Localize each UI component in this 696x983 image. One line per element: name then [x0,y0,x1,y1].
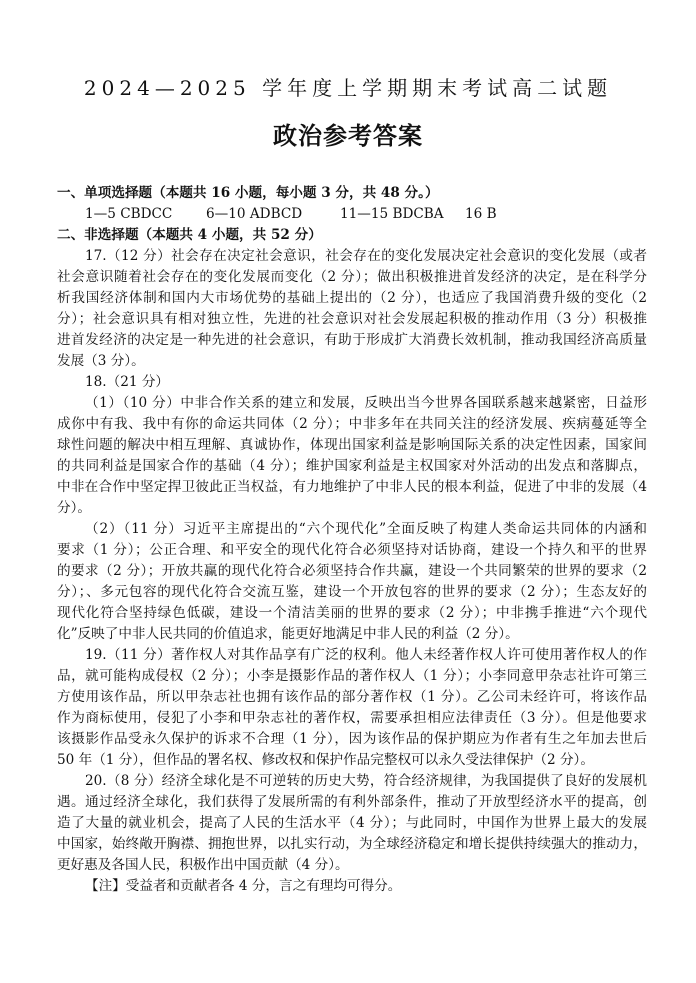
text-line: （2）（11 分）习近平主席提出的“六个现代化”全面反映了构建人类命运共同体的内涵和 [85,521,647,537]
text-line: （1）（10 分）中非合作关系的建立和发展，反映出当今世界各国联系越来越紧密，日益形 [85,395,647,411]
text-line: 发展（3 分）。 [57,353,145,369]
answer-group: 6—10 ADBCD [206,206,303,222]
text-line: 社会意识随着社会存在的变化发展而变化（2 分）；做出积极推进首发经济的决定，是在科学分 [57,269,647,285]
text-line: 要求（1 分）；公正合理、和平安全的现代化符合必须坚持对话协商，建设一个持久和平的世界 [57,542,647,558]
grading-note: 【注】受益者和贡献者各 4 分，言之有理均可得分。 [85,878,402,894]
answer-body [57,183,647,897]
text-line: 遇。通过经济全球化，我们获得了发展所需的有利外部条件，推动了开放型经济水平的提高，创 [57,794,647,810]
multiple-choice-answers [57,204,647,225]
question-18-heading: 18.（21 分） [85,374,170,390]
text-line: 作为商标使用，侵犯了小李和甲杂志社的著作权，需要承担相应法律责任（3 分）。但是他要求 [57,710,647,726]
question-18-part-1-answer [57,393,647,519]
exam-title: 2024—2025 学年度上学期期末考试高二试题 [83,76,613,100]
text-line: 的要求（2 分）；开放共赢的现代化符合必须坚持合作共赢，建设一个共同繁荣的世界的要求（2 [57,563,647,579]
text-line: 19.（11 分）著作权人对其作品享有广泛的权利。他人未经著作权人许可使用著作权人的作 [85,647,647,663]
text-line: 化”反映了中非人民共同的价值追求，能更好地满足中非人民的利益（2 分）。 [57,626,519,642]
text-line: 分）。 [57,500,91,516]
question-20-answer [57,771,647,876]
text-line: 20.（8 分）经济全球化是不可逆转的历史大势，符合经济规律，为我国提供了良好的发展机 [85,773,647,789]
text-line: 50 年（1 分），但作品的署名权、修改权和保护作品完整权可以永久受法律保护（2 分）。 [57,752,594,768]
text-line: 品，就可能构成侵权（2 分）；小李是摄影作品的著作权人（1 分）；小李同意甲杂志社许可第三 [57,668,647,684]
text-line: 分）；社会意识具有相对独立性，先进的社会意识对社会发展起积极的推动作用（3 分）积极推 [57,311,647,327]
answer-group: 16 B [465,206,497,222]
section-heading-multiple-choice: 一、单项选择题（本题共 16 小题，每小题 3 分，共 48 分。） [57,185,439,201]
answer-group: 11—15 BDCBA [340,206,444,222]
text-line: 成你中有我、我中有你的命运共同体（2 分）；中非多年在共同关注的经济发展、疾病蔓延等全 [57,416,647,432]
text-line: 进首发经济的决定是一种先进的社会意识，有助于形成扩大消费长效机制，推动我国经济高质量 [57,332,647,348]
text-line: 该摄影作品受永久保护的诉求不合理（1 分），因为该作品的保护期应为作者有生之年加去世后 [57,731,647,747]
text-line: 分）；、多元包容的现代化符合交流互鉴，建设一个开放包容的世界的要求（2 分）；生态友好的 [57,584,647,600]
question-18-part-2-answer [57,519,647,645]
text-line: 中非在合作中坚定捍卫彼此正当权益，有力地维护了中非人民的根本利益，促进了中非的发展（4 [57,479,647,495]
text-line: 造了大量的就业机会，提高了人民的生活水平（4 分）；与此同时，中国作为世界上最大的发展 [57,815,647,831]
text-line: 更好惠及各国人民，积极作出中国贡献（4 分）。 [57,857,349,873]
text-line: 析我国经济体制和国内大市场优势的基础上提出的（2 分），也适应了我国消费升级的变化（2 [57,290,647,306]
section-heading-open-questions: 二、非选择题（本题共 4 小题，共 52 分） [57,227,322,243]
text-line: 17.（12 分）社会存在决定社会意识，社会存在的变化发展决定社会意识的变化发展（或者 [85,248,647,264]
text-line: 球性问题的解决中相互理解、真诚协作，体现出国家利益是影响国际关系的决定性因素，国家间 [57,437,647,453]
document-subtitle: 政治参考答案 [273,122,423,150]
question-19-answer [57,645,647,771]
question-17-answer [57,246,647,372]
text-line: 现代化符合坚持绿色低碳，建设一个清洁美丽的世界的要求（2 分）；中非携手推进“六个现代 [57,605,647,621]
text-line: 中国家，始终敞开胸襟、拥抱世界，以扎实行动，为全球经济稳定和增长提供持续强大的推动力， [57,836,647,852]
answer-group: 1—5 CBDCC [85,206,173,222]
text-line: 的共同利益是国家合作的基础（4 分）；维护国家利益是主权国家对外活动的出发点和落脚点， [57,458,647,474]
text-line: 方使用该作品，所以甲杂志社也拥有该作品的部分著作权（1 分）。乙公司未经许可，将该作品 [57,689,647,705]
